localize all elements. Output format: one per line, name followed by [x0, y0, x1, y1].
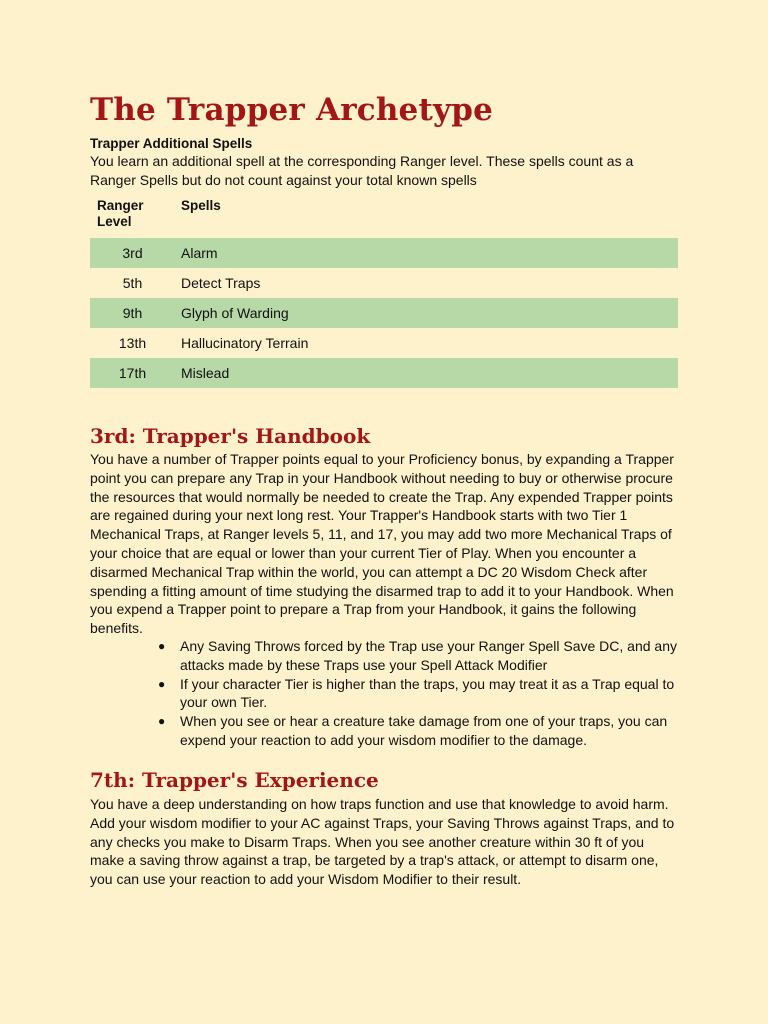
bullet-text: When you see or hear a creature take damage from one of your traps, you can expend your reaction to add your wisdom modifier to the damage. — [180, 713, 668, 748]
row-spell: Glyph of Warding — [181, 298, 678, 328]
list-item — [90, 637, 690, 675]
table-row — [90, 328, 678, 358]
table-header-row — [90, 198, 678, 238]
table-row — [90, 358, 678, 388]
row-spell: Alarm — [181, 238, 678, 268]
handbook-benefits-list — [90, 637, 690, 750]
row-spell: Detect Traps — [181, 275, 261, 291]
bullet-text: If your character Tier is higher than the traps, you may treat it as a Trap equal to your own Tier. — [180, 675, 675, 711]
experience-text: You have a deep understanding on how traps function and use that knowledge to avoid harm. Add your wisdom modifier to your AC against Traps, your Saving Throws against Traps, and to any checks you make to Disarm Traps. When you see another creature within 30 ft of you make a saving throw against a trap, be targeted by a trap's attack, or attempt to disarm one, you can use your reaction to add your Wisdom Modifier to their result. — [90, 796, 675, 888]
table-row — [90, 298, 678, 328]
experience-heading: 7th: Trapper's Experience — [90, 768, 379, 792]
spells-heading: Trapper Additional Spells — [90, 136, 253, 151]
row-level: 17th — [90, 358, 181, 388]
table-row — [90, 238, 678, 268]
row-spell: Mislead — [181, 358, 678, 388]
bullet-icon: ● — [158, 639, 166, 653]
spells-table — [90, 198, 678, 388]
list-item — [90, 712, 690, 750]
row-level: 13th — [118, 335, 147, 351]
row-spell: Hallucinatory Terrain — [181, 335, 309, 351]
row-level: 9th — [90, 298, 181, 328]
table-row — [90, 268, 678, 298]
header-ranger-level: Ranger Level — [97, 198, 144, 229]
page-title: The Trapper Archetype — [90, 92, 494, 128]
handbook-text: You have a number of Trapper points equal to your Proficiency bonus, by expanding a Trapper point you can prepare any Trap in your Handbook without needing to buy or otherwise procure the resources that would normally be needed to create the Trap. Any expended Trapper points are regained during your next long rest. Your Trapper's Handbook starts with two Tier 1 Mechanical Traps, at Ranger levels 5, 11, and 17, you may add two more Mechanical Traps of your choice that are equal or lower than your current Tier of Play. When you encounter a disarmed Mechanical Trap within the world, you can attempt a DC 20 Wisdom Check after spending a fitting amount of time studying the disarmed trap to add it to your Handbook. When you expend a Trapper point to prepare a Trap from your Handbook, it gains the following benefits. — [90, 451, 674, 637]
header-spells: Spells — [181, 198, 221, 213]
bullet-text: Any Saving Throws forced by the Trap use your Ranger Spell Save DC, and any attacks made by these Traps use your Spell Attack Modifier — [180, 638, 678, 673]
bullet-icon: ● — [158, 676, 166, 691]
row-level: 5th — [122, 275, 143, 291]
bullet-icon: ● — [158, 714, 166, 729]
spells-intro: You learn an additional spell at the corresponding Ranger level. These spells count as a Ranger Spells but do not count against your total known spells — [90, 153, 634, 188]
list-item — [90, 675, 690, 713]
row-level: 3rd — [90, 238, 181, 268]
handbook-heading: 3rd: Trapper's Handbook — [90, 424, 371, 448]
